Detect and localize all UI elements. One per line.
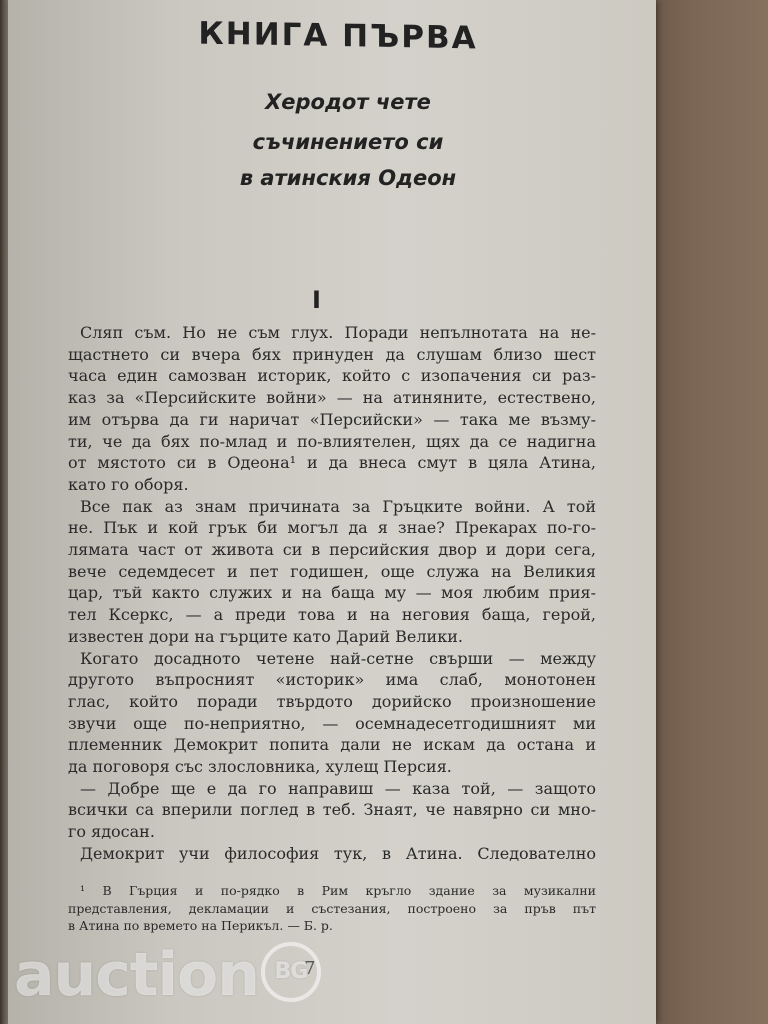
text-line: Демокрит учи философия тук, в Атина. Следователно [80,843,596,863]
paragraph [68,843,596,865]
subtitle-line-1: Херодот чете [265,90,431,114]
book-page [8,0,656,1024]
text-line: Сляп съм. Но не съм глух. Поради непълнотата на не- [80,323,596,342]
footnote-line: представления, декламации и състезания, построено за пръв път [68,900,596,916]
page-number: 7 [304,958,316,979]
text-line: — Добре ще е да го направиш — каза той, — защото [80,778,596,798]
text-line: племенник Демокрит попита дали не искам да остана и [68,735,596,755]
text-line: като го оборя. [68,474,189,494]
text-line: лямата част от живота си в персийския двор и дори сега, [68,540,596,560]
footnote-line: ¹ В Гърция и по-рядко в Рим кръгло здание за музикални [80,883,596,898]
paragraph [68,496,596,648]
text-line: Когато досадното четене най-сетне свърши — между [80,648,596,668]
paragraph [68,778,596,843]
text-line: цар, тъй както служих и на баща му — моя любим прия- [68,583,596,603]
footnote-line: в Атина по времето на Перикъл. — Б. р. [68,918,333,933]
footnote [68,882,596,935]
text-line: глас, който поради твърдото дорийско произношение [68,691,596,711]
text-line: им отърва да ги наричат «Персийски» — така ме възму- [68,409,596,429]
subtitle-line-2: съчинението си [252,130,444,154]
chapter-body [68,322,596,865]
text-line: Все пак аз знам причината за Гръцките войни. А той [80,496,596,516]
text-line: да поговоря със злословника, хулещ Персия. [68,757,452,777]
book-title: КНИГА ПЪРВА [198,15,478,57]
text-line: ти, че да бях по-млад и по-влиятелен, щях да се надигна [68,431,596,451]
text-line: го ядосан. [68,822,155,842]
watermark-text: auction [14,940,259,1010]
subtitle-line-3: в атинския Одеон [239,166,457,190]
text-line: вече седемдесет и пет годишен, още служа на Великия [68,561,596,581]
text-line: часа един самозван историк, който с изопачения си раз- [68,366,596,386]
watermark-badge: BG [261,942,321,1002]
text-line: от мястото си в Одеона¹ и да внеса смут в цяла Атина, [68,453,596,473]
text-line: другото въпросният «историк» има слаб, монотонен [68,670,596,690]
text-line: тел Ксеркс, — а преди това и на неговия баща, герой, [68,605,596,625]
paragraph [68,648,596,778]
chapter-number: I [312,286,321,314]
text-line: каз за «Персийските войни» — на атиняните, естествено, [68,388,596,408]
text-line: щастнето си вчера бях принуден да слушам близо шест [68,344,596,364]
paragraph [68,322,596,496]
text-line: не. Пък и кой грък би могъл да я знае? Прекарах по-го- [68,518,596,538]
text-line: известен дори на гърците като Дарий Велики. [68,626,463,646]
watermark-logo [14,940,321,1010]
text-line: звучи още по-неприятно, — осемнадесетгодишният ми [68,713,596,733]
text-line: всички са вперили поглед в теб. Знаят, че навярно си мно- [68,800,596,820]
